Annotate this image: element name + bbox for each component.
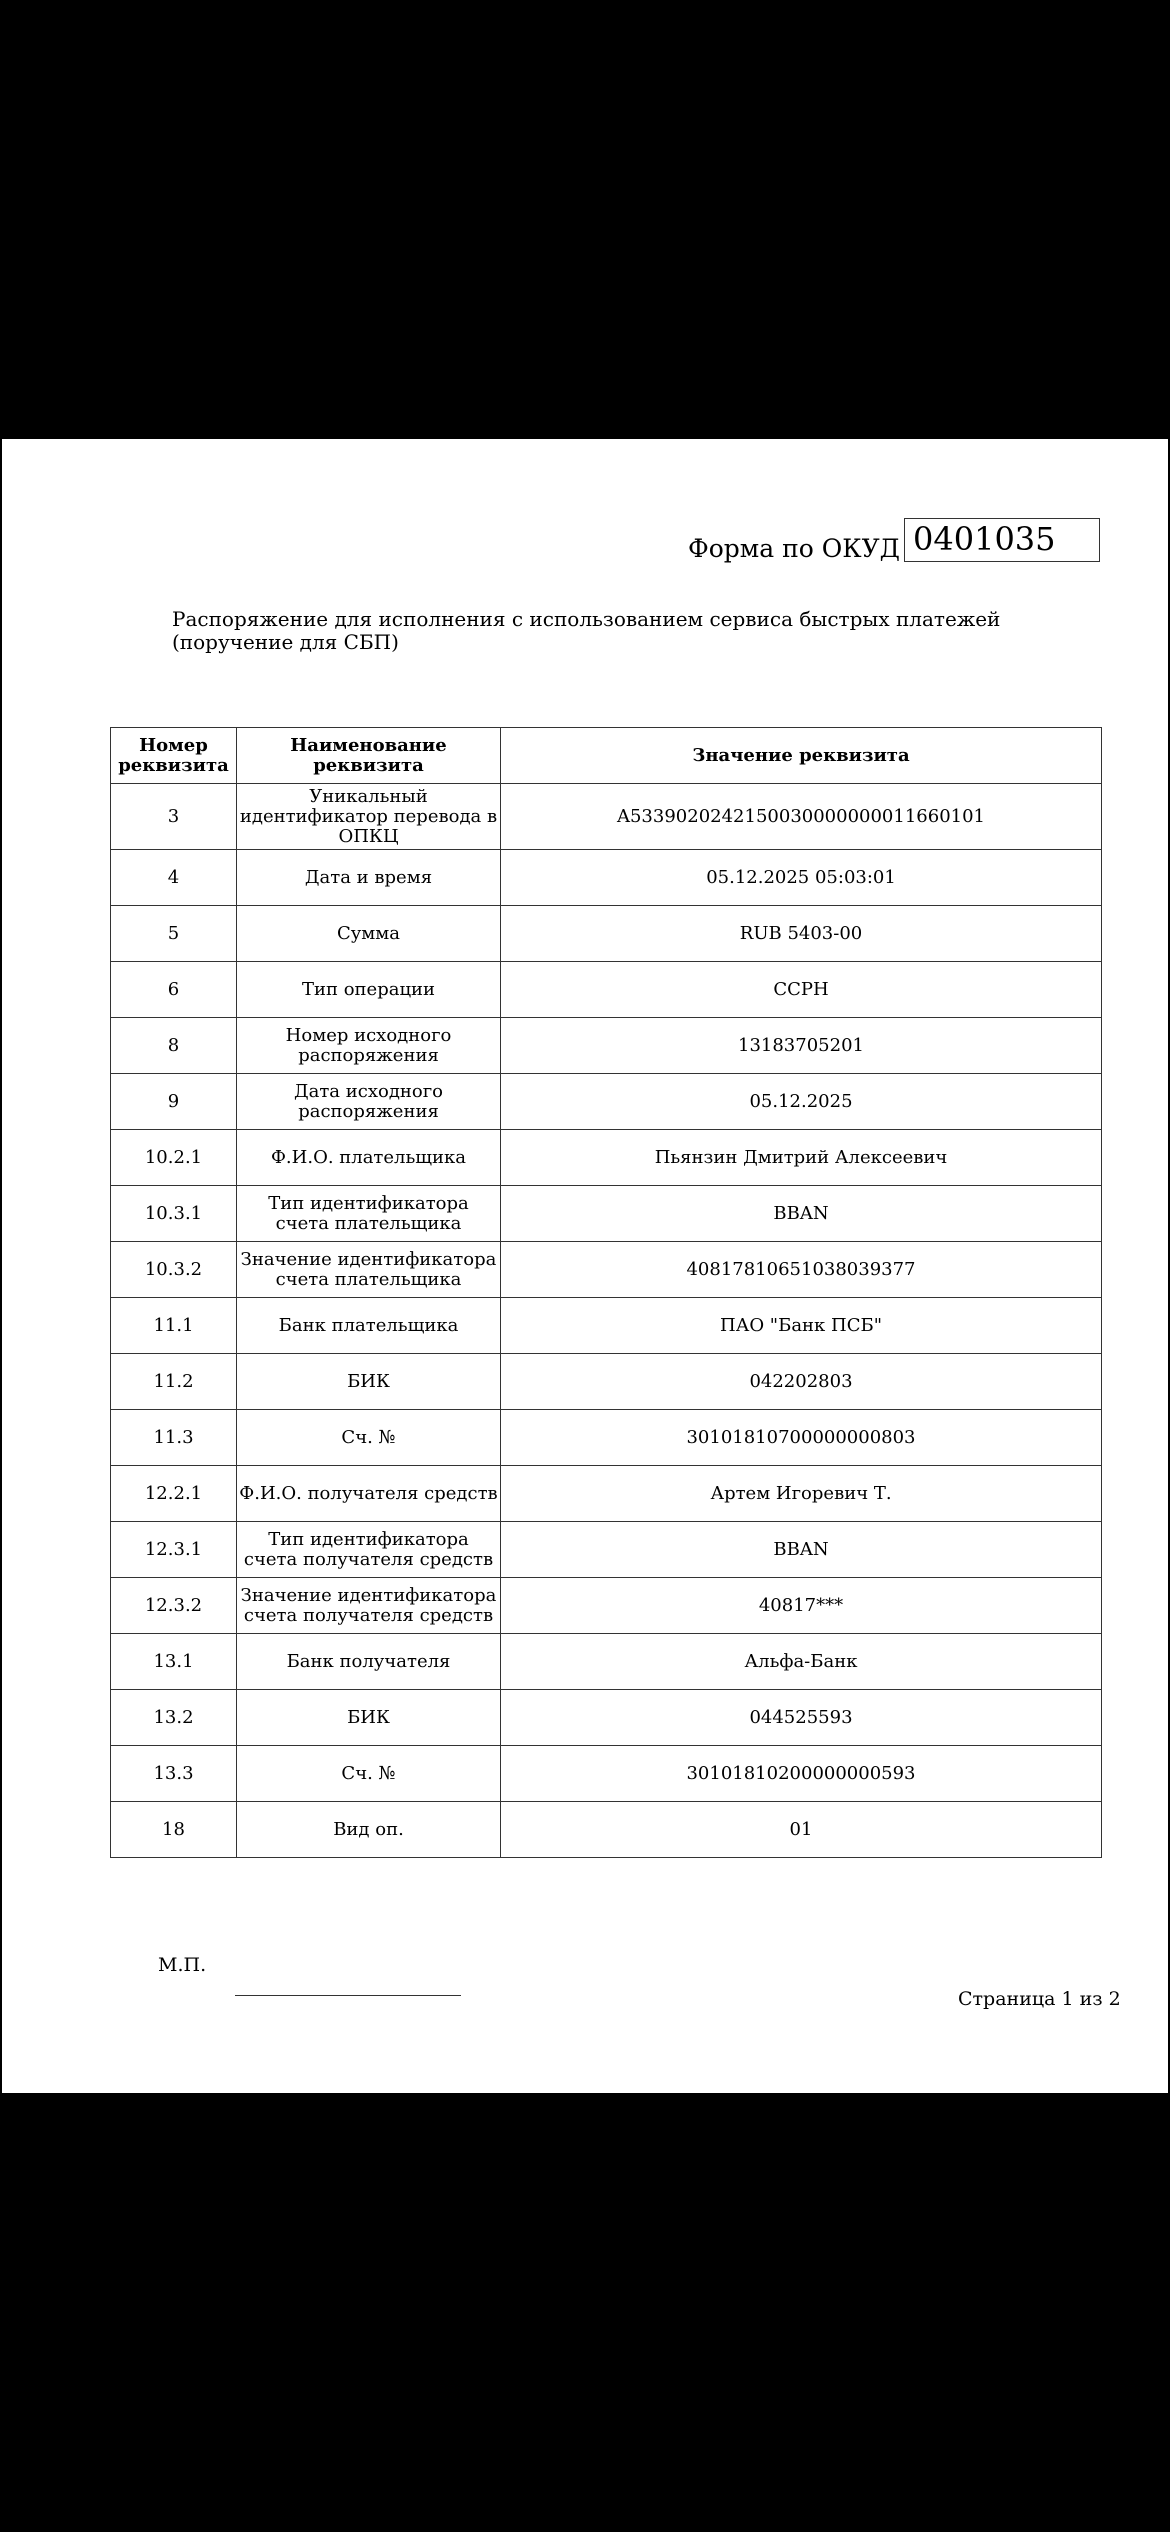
row-number-cell: 5 — [111, 906, 237, 962]
row-number-cell: 12.2.1 — [111, 1466, 237, 1522]
row-number-cell: 13.1 — [111, 1634, 237, 1690]
row-number-cell: 10.3.2 — [111, 1242, 237, 1298]
row-name-cell: Дата исходного распоряжения — [237, 1074, 501, 1130]
table-row — [111, 1018, 1102, 1074]
table-row — [111, 1242, 1102, 1298]
row-number-cell: 4 — [111, 850, 237, 906]
row-name-cell: Сумма — [237, 906, 501, 962]
table-row — [111, 1578, 1102, 1634]
row-number-cell: 12.3.1 — [111, 1522, 237, 1578]
table-row — [111, 1130, 1102, 1186]
document-page — [2, 439, 1168, 2093]
table-row — [111, 1634, 1102, 1690]
table-body — [111, 784, 1102, 1858]
row-number-cell: 10.3.1 — [111, 1186, 237, 1242]
row-name-cell: Сч. № — [237, 1410, 501, 1466]
row-value-cell: 30101810700000000803 — [501, 1410, 1102, 1466]
row-number-cell: 11.1 — [111, 1298, 237, 1354]
table-row — [111, 1802, 1102, 1858]
row-value-cell: Пьянзин Дмитрий Алексеевич — [501, 1130, 1102, 1186]
row-number-cell: 9 — [111, 1074, 237, 1130]
row-number-cell: 10.2.1 — [111, 1130, 237, 1186]
table-row — [111, 1690, 1102, 1746]
row-name-cell: Ф.И.О. плательщика — [237, 1130, 501, 1186]
row-value-cell: CCPH — [501, 962, 1102, 1018]
page-number: Страница 1 из 2 — [958, 1988, 1121, 2010]
row-name-cell: Ф.И.О. получателя средств — [237, 1466, 501, 1522]
row-value-cell: BBAN — [501, 1186, 1102, 1242]
okud-label: Форма по ОКУД — [688, 534, 900, 563]
table-row — [111, 1410, 1102, 1466]
header-value: Значение реквизита — [501, 728, 1102, 784]
row-name-cell: Значение идентификатора счета плательщика — [237, 1242, 501, 1298]
row-value-cell: BBAN — [501, 1522, 1102, 1578]
row-value-cell: 40817810651038039377 — [501, 1242, 1102, 1298]
row-name-cell: Уникальный идентификатор перевода в ОПКЦ — [237, 784, 501, 850]
row-value-cell: 05.12.2025 05:03:01 — [501, 850, 1102, 906]
table-row — [111, 1746, 1102, 1802]
row-number-cell: 6 — [111, 962, 237, 1018]
row-number-cell: 11.2 — [111, 1354, 237, 1410]
document-title: Распоряжение для исполнения с использованием сервиса быстрых платежей (поручение для СБП) — [172, 607, 1001, 654]
row-value-cell: 05.12.2025 — [501, 1074, 1102, 1130]
row-name-cell: БИК — [237, 1354, 501, 1410]
row-number-cell: 18 — [111, 1802, 237, 1858]
row-value-cell: 40817*** — [501, 1578, 1102, 1634]
row-name-cell: Значение идентификатора счета получателя средств — [237, 1578, 501, 1634]
row-name-cell: Банк получателя — [237, 1634, 501, 1690]
row-value-cell: 30101810200000000593 — [501, 1746, 1102, 1802]
row-name-cell: Банк плательщика — [237, 1298, 501, 1354]
table-row — [111, 1298, 1102, 1354]
table-row — [111, 962, 1102, 1018]
header-number: Номер реквизита — [111, 728, 237, 784]
row-value-cell: A5339020242150030000000011660101 — [501, 784, 1102, 850]
row-name-cell: Номер исходного распоряжения — [237, 1018, 501, 1074]
row-name-cell: БИК — [237, 1690, 501, 1746]
row-value-cell: Артем Игоревич Т. — [501, 1466, 1102, 1522]
table-row — [111, 1186, 1102, 1242]
row-number-cell: 11.3 — [111, 1410, 237, 1466]
row-name-cell: Дата и время — [237, 850, 501, 906]
row-value-cell: Альфа-Банк — [501, 1634, 1102, 1690]
requisites-table — [110, 727, 1102, 1858]
signature-line — [235, 1995, 461, 1996]
row-name-cell: Вид оп. — [237, 1802, 501, 1858]
row-number-cell: 12.3.2 — [111, 1578, 237, 1634]
row-value-cell: 042202803 — [501, 1354, 1102, 1410]
row-number-cell: 8 — [111, 1018, 237, 1074]
table-row — [111, 850, 1102, 906]
table-row — [111, 1522, 1102, 1578]
row-value-cell: 01 — [501, 1802, 1102, 1858]
row-name-cell: Сч. № — [237, 1746, 501, 1802]
table-row — [111, 1466, 1102, 1522]
row-number-cell: 13.2 — [111, 1690, 237, 1746]
row-value-cell: RUB 5403-00 — [501, 906, 1102, 962]
table-row — [111, 1074, 1102, 1130]
row-number-cell: 13.3 — [111, 1746, 237, 1802]
row-value-cell: 13183705201 — [501, 1018, 1102, 1074]
row-name-cell: Тип идентификатора счета получателя средств — [237, 1522, 501, 1578]
header-name: Наименование реквизита — [237, 728, 501, 784]
row-number-cell: 3 — [111, 784, 237, 850]
okud-code-box: 0401035 — [904, 518, 1100, 562]
table-row — [111, 1354, 1102, 1410]
table-row — [111, 906, 1102, 962]
stamp-label: М.П. — [158, 1954, 207, 1976]
table-header-row — [111, 728, 1102, 784]
row-name-cell: Тип операции — [237, 962, 501, 1018]
table-row — [111, 784, 1102, 850]
row-value-cell: 044525593 — [501, 1690, 1102, 1746]
row-name-cell: Тип идентификатора счета плательщика — [237, 1186, 501, 1242]
row-value-cell: ПАО "Банк ПСБ" — [501, 1298, 1102, 1354]
